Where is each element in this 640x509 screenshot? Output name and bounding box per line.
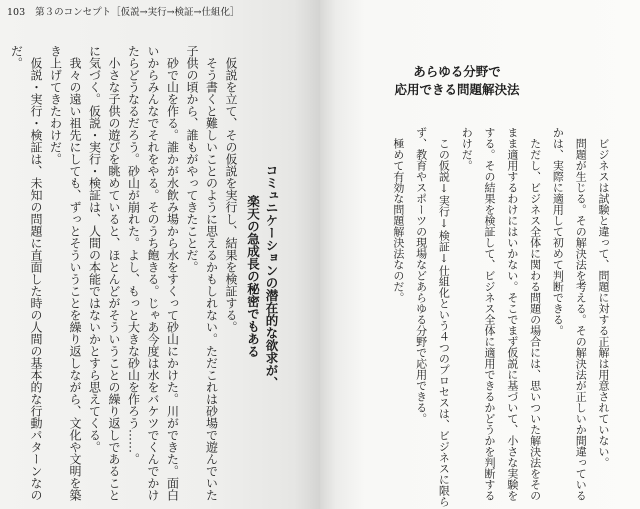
body-text-right: [386, 127, 614, 507]
text-column: たらどうなるだろう。砂山が崩れた。よし、もっと大きな砂山を作ろう……。: [126, 45, 141, 465]
text-column: に気づく。仮説・実行・検証は、人間の本能ではないかとすら思えてくる。: [87, 45, 102, 453]
section-heading-right: [377, 63, 537, 99]
chapter-title: 第３のコンセプト［仮説→実行→検証→仕組化］: [35, 7, 240, 18]
running-header: [7, 6, 240, 20]
page-number: 103: [7, 7, 26, 18]
text-column: かは、実際に適用して初めて判断できる。: [551, 127, 565, 336]
text-column: ビジネスは試験と違って、問題に対する正解は用意されていない。: [597, 138, 610, 468]
text-column: わけだ。: [460, 127, 474, 171]
text-column: 小さな子供の遊びを眺めていると、ほとんどがそういうことの繰り返しであること: [107, 57, 121, 501]
text-column: だ。: [9, 45, 24, 69]
heading-line: 楽天の急成長の秘密でもある: [245, 194, 261, 358]
text-column: ただし、ビジネス全体に関わる問題の場合には、思いついた解決法をその: [528, 138, 542, 501]
heading-line: コミュニケーションの潜在的な欲求が、: [264, 163, 279, 389]
text-column: そう書くと難しいことのように思えるかもしれない。ただこれは砂場で遊んでいた: [204, 57, 219, 501]
text-column: 仮説・実行・検証は、未知の問題に直面した時の人間の基本的な行動パターンなの: [29, 57, 43, 501]
heading-line: あらゆる分野で: [413, 64, 501, 79]
text-column: する。その結果を検証して、ビジネス全体に適用できるかどうかを判断する: [483, 127, 497, 501]
text-column: 仮説を立て、その仮説を実行し、結果を検証する。: [224, 57, 238, 333]
heading-line: 応用できる問題解決法: [394, 82, 520, 97]
text-column: まま適用するわけにはいかない。そこでまず仮説に基づいて、小さな実験を: [505, 127, 519, 501]
text-column: き上げてきたわけだ。: [48, 45, 63, 165]
text-column: ず、教育やスポーツの現場などあらゆる分野で応用できる。: [414, 127, 428, 424]
text-column: 砂で山を作る。誰かが水飲み場から水をすくって砂山にかけた。川ができた。面白: [165, 57, 180, 501]
text-column: 我々の遠い祖先にしても、ずっとそういうことを繰り返しながら、文化や文明を築: [68, 57, 82, 501]
text-column: 極めて有効な問題解決法なのだ。: [391, 138, 405, 303]
text-column: 問題が生じる。その解決法を考える。その解決法が正しいか間違っている: [574, 138, 588, 501]
text-column: いからみんなでそれをやる。そのうち飽きる。じゃあ今度は水をバケツでくんでかけ: [146, 45, 160, 501]
body-text-left: [6, 45, 240, 507]
right-page: [320, 0, 640, 509]
section-heading-left: [243, 158, 280, 394]
text-column: 子供の頃から、誰もがやってきたことだ。: [185, 45, 199, 273]
text-column: この仮説↓実行↓検証↓仕組化という４つのプロセスは、ビジネスに限ら: [437, 138, 451, 507]
